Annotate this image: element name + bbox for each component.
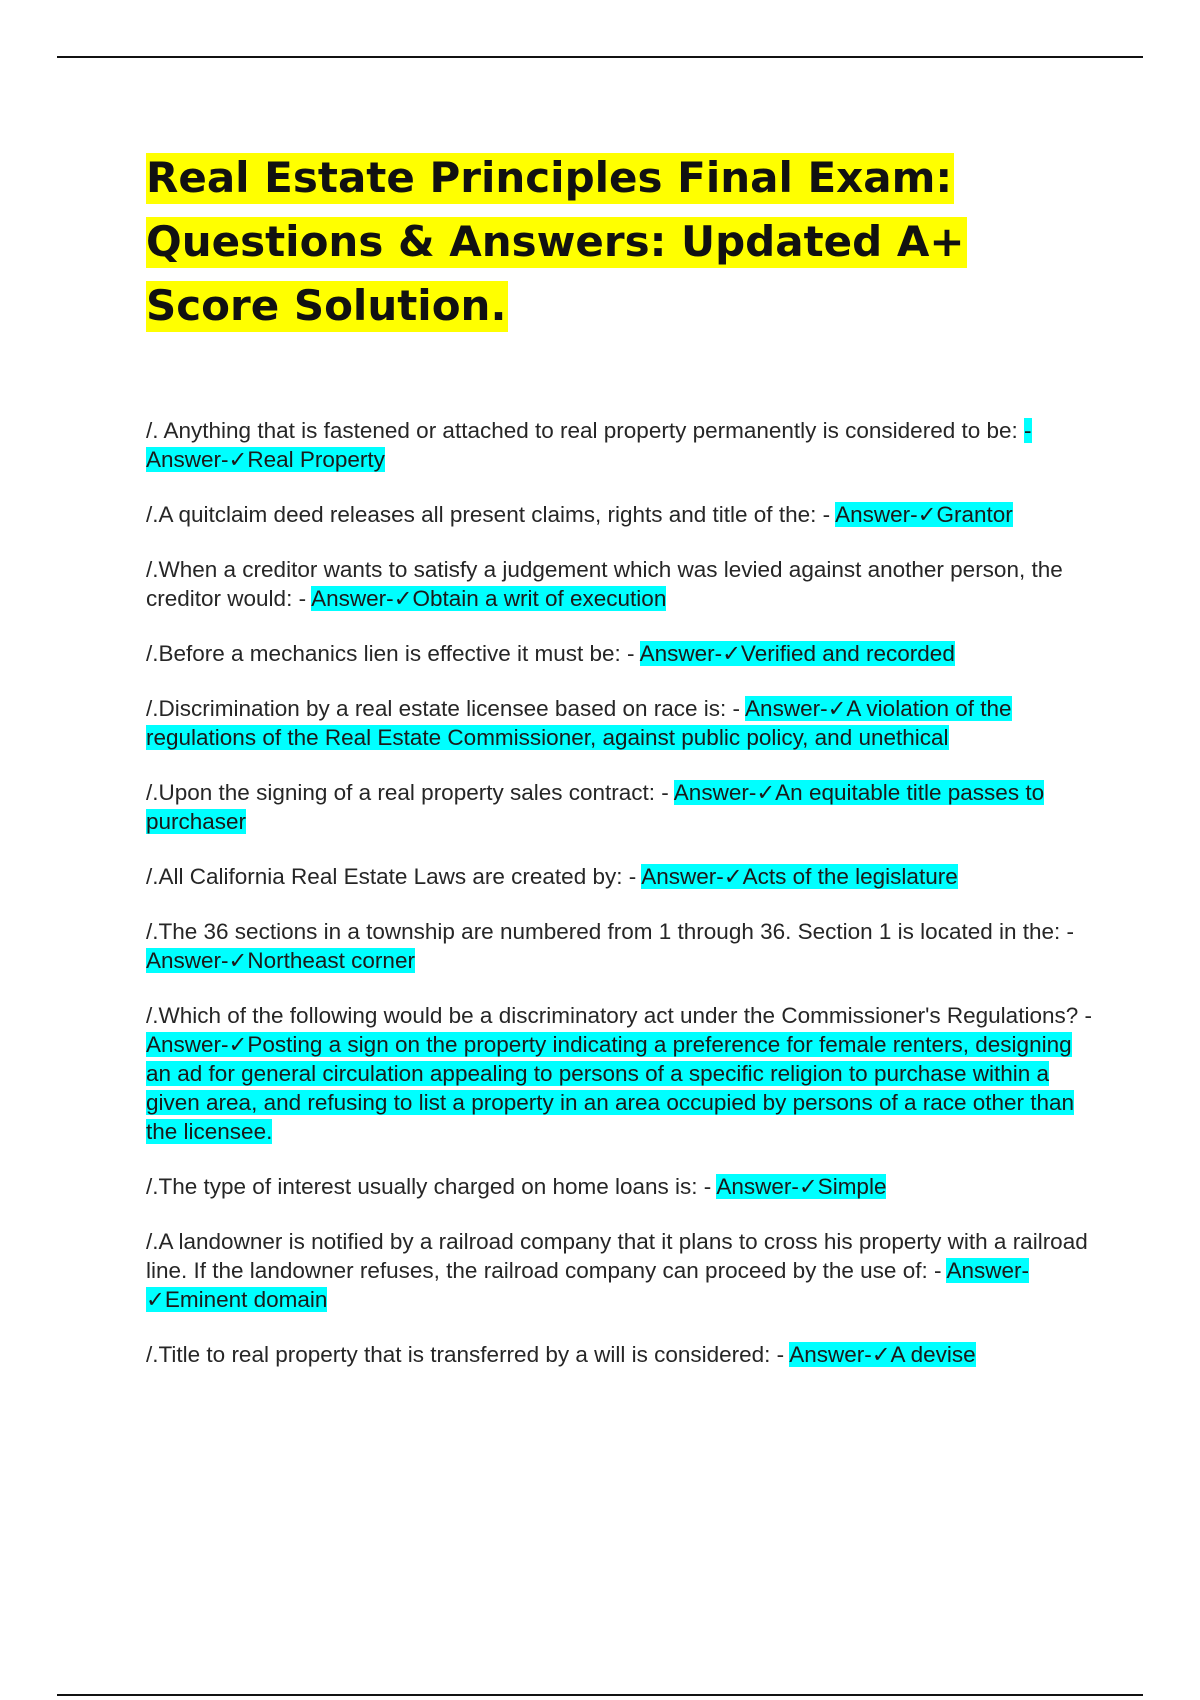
qa-item (146, 639, 1092, 668)
answer-text: Answer-✓Simple (716, 1174, 887, 1199)
question-text: /.The type of interest usually charged on home loans is: - (146, 1174, 717, 1199)
question-text: /.Which of the following would be a discriminatory act under the Commissioner's Regulations? - (146, 1003, 1092, 1028)
qa-item (146, 500, 1092, 529)
question-text: /.All California Real Estate Laws are created by: - (146, 864, 642, 889)
answer-text: Answer-✓Posting a sign on the property indicating a preference for female renters, designing an ad for general circulation appealing to persons of a specific religion to purchase within a given area, and refusing to list a property in an area occupied by persons of a race other than the licensee. (146, 1032, 1075, 1144)
answer-text: Answer-✓Eminent domain (146, 1258, 1029, 1312)
qa-item (146, 917, 1092, 975)
qa-item (146, 778, 1092, 836)
qa-item (146, 862, 1092, 891)
qa-list (146, 416, 1092, 1369)
answer-text: Answer-✓Obtain a writ of execution (311, 586, 667, 611)
qa-item (146, 1172, 1092, 1201)
top-rule (57, 56, 1143, 58)
qa-item (146, 1340, 1092, 1369)
answer-text: Answer-✓Northeast corner (146, 948, 415, 973)
answer-text: Answer-✓A violation of the regulations of the Real Estate Commissioner, against public policy, and unethical (146, 696, 1012, 750)
answer-text: - Answer-✓Real Property (146, 418, 1032, 472)
title-highlight: Real Estate Principles Final Exam: Questions & Answers: Updated A+ Score Solution. (146, 153, 965, 330)
answer-text: Answer-✓Acts of the legislature (641, 864, 958, 889)
question-text: /.The 36 sections in a township are numbered from 1 through 36. Section 1 is located in the: - (146, 919, 1075, 944)
question-text: /.Title to real property that is transferred by a will is considered: - (146, 1342, 790, 1367)
question-text: /.Before a mechanics lien is effective it must be: - (146, 641, 640, 666)
page-title (146, 146, 1092, 338)
question-text: /. Anything that is fastened or attached to real property permanently is considered to be: (146, 418, 1025, 443)
question-text: /.Discrimination by a real estate licensee based on race is: - (146, 696, 746, 721)
question-text: /.A landowner is notified by a railroad company that it plans to cross his property with a railroad line. If the landowner refuses, the railroad company can proceed by the use of: - (146, 1229, 1088, 1283)
question-text: /.Upon the signing of a real property sales contract: - (146, 780, 674, 805)
qa-item (146, 1001, 1092, 1146)
question-text: /.When a creditor wants to satisfy a judgement which was levied against another person, the creditor would: - (146, 557, 1063, 611)
qa-item (146, 694, 1092, 752)
bottom-rule (57, 1694, 1143, 1696)
answer-text: Answer-✓An equitable title passes to purchaser (146, 780, 1045, 834)
qa-item (146, 416, 1092, 474)
document-body (146, 146, 1092, 1395)
answer-text: Answer-✓A devise (789, 1342, 976, 1367)
qa-item (146, 1227, 1092, 1314)
answer-text: Answer-✓Grantor (835, 502, 1013, 527)
qa-item (146, 555, 1092, 613)
question-text: /.A quitclaim deed releases all present claims, rights and title of the: - (146, 502, 836, 527)
answer-text: Answer-✓Verified and recorded (639, 641, 955, 666)
